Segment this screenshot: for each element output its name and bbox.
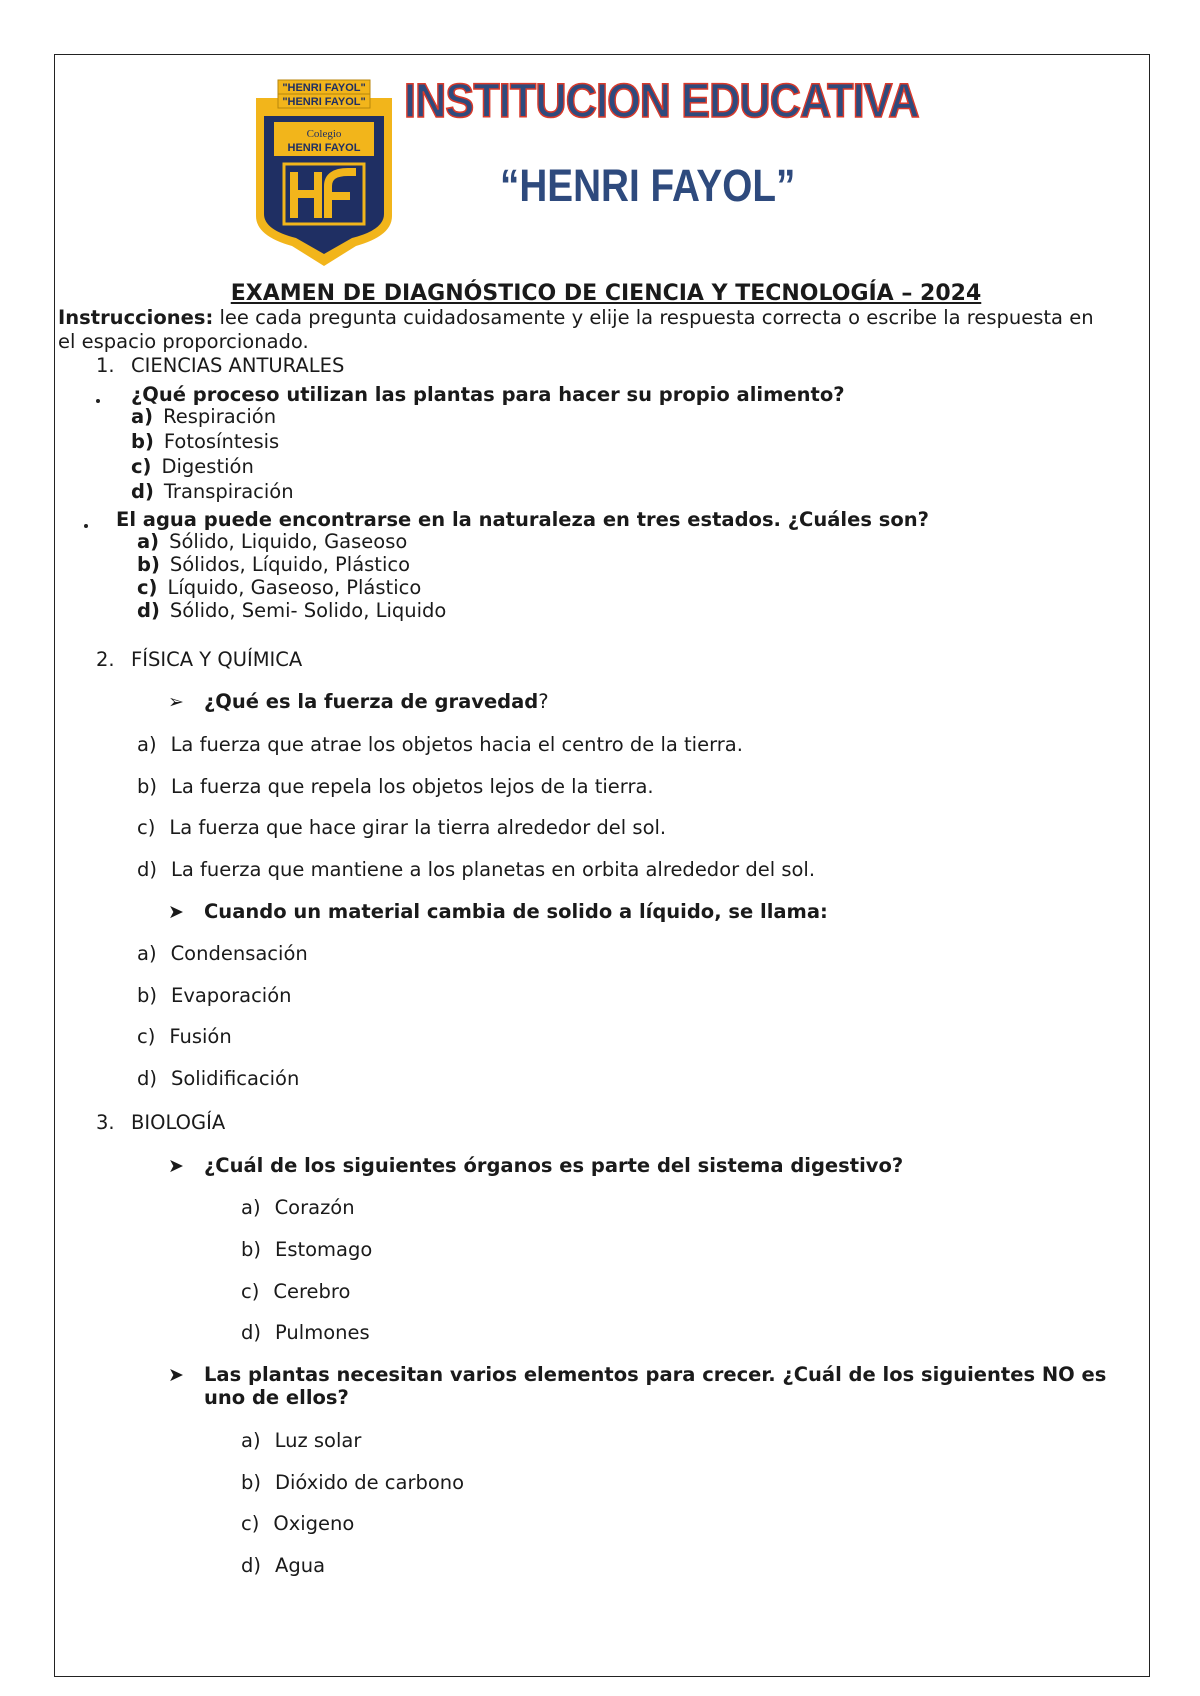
option-1-1-b — [131, 430, 279, 454]
instructions-line2: el espacio proporcionado. — [58, 330, 309, 353]
school-crest-logo — [252, 76, 396, 268]
section-3-number: 3. — [96, 1111, 115, 1134]
option-text: Agua — [275, 1554, 326, 1577]
option-text: La fuerza que hace girar la tierra alrededor del sol. — [169, 816, 667, 839]
option-letter: d) — [241, 1321, 261, 1344]
option-2-1-c — [137, 816, 666, 840]
option-text: Oxigeno — [273, 1512, 355, 1535]
question-suffix: ? — [538, 690, 549, 713]
arrow-bullet-icon: ➤ — [168, 901, 184, 923]
option-text: La fuerza que repela los objetos lejos de la tierra. — [171, 775, 654, 798]
question-2-2: Cuando un material cambia de solido a líquido, se llama: — [204, 900, 828, 923]
option-text: Fusión — [169, 1025, 232, 1048]
option-letter: b) — [241, 1238, 261, 1261]
option-letter: c) — [131, 455, 152, 478]
option-2-2-b — [137, 984, 292, 1008]
option-1-2-b — [137, 553, 410, 577]
arrow-bullet-icon: ➤ — [168, 1155, 184, 1177]
option-letter: a) — [241, 1429, 261, 1452]
question-2-1 — [204, 690, 549, 714]
section-1-title: CIENCIAS ANTURALES — [131, 354, 345, 377]
option-text: Sólidos, Líquido, Plástico — [169, 553, 411, 576]
option-3-1-b — [241, 1238, 372, 1262]
option-2-2-a — [137, 942, 308, 966]
option-letter: b) — [137, 775, 157, 798]
option-text: Evaporación — [171, 984, 292, 1007]
instructions-text: lee cada pregunta cuidadosamente y elije la respuesta correcta o escribe la respuesta en — [213, 306, 1094, 329]
option-letter: b) — [137, 553, 160, 576]
option-text: Pulmones — [275, 1321, 370, 1344]
svg-text:Colegio: Colegio — [306, 128, 342, 140]
option-2-1-a — [137, 733, 743, 757]
option-letter: b) — [241, 1471, 261, 1494]
option-letter: a) — [137, 942, 157, 965]
option-text: Sólido, Semi- Solido, Liquido — [169, 599, 447, 622]
svg-text:"HENRI FAYOL": "HENRI FAYOL" — [282, 82, 366, 94]
option-text: Respiración — [163, 405, 277, 428]
option-letter: d) — [137, 1067, 157, 1090]
option-2-1-b — [137, 775, 654, 799]
option-3-1-a — [241, 1196, 355, 1220]
option-text: Transpiración — [163, 480, 294, 503]
question-3-2-line2: uno de ellos? — [204, 1386, 349, 1409]
option-3-1-d — [241, 1321, 370, 1345]
option-text: Solidificación — [171, 1067, 300, 1090]
option-letter: d) — [137, 599, 160, 622]
option-letter: a) — [137, 530, 160, 553]
question-text: ¿Qué es la fuerza de gravedad — [204, 690, 539, 713]
section-2-title: FÍSICA Y QUÍMICA — [131, 648, 303, 671]
option-letter: b) — [137, 984, 157, 1007]
option-1-2-c — [137, 576, 421, 600]
option-text: Digestión — [161, 455, 254, 478]
option-letter: a) — [137, 733, 157, 756]
option-text: Líquido, Gaseoso, Plástico — [167, 576, 422, 599]
option-letter: a) — [241, 1196, 261, 1219]
option-3-2-a — [241, 1429, 361, 1453]
question-3-1: ¿Cuál de los siguientes órganos es parte del sistema digestivo? — [204, 1154, 904, 1177]
question-1-2: El agua puede encontrarse en la naturaleza en tres estados. ¿Cuáles son? — [116, 508, 929, 531]
arrow-bullet-icon: ➢ — [168, 691, 184, 713]
option-letter: c) — [137, 816, 156, 839]
option-letter: c) — [241, 1280, 260, 1303]
option-text: Corazón — [274, 1196, 355, 1219]
option-3-2-d — [241, 1554, 325, 1578]
option-letter: d) — [131, 480, 154, 503]
svg-text:HENRI FAYOL: HENRI FAYOL — [287, 142, 361, 154]
svg-text:"HENRI FAYOL": "HENRI FAYOL" — [282, 96, 366, 108]
option-1-1-a — [131, 405, 276, 429]
option-1-1-d — [131, 480, 294, 504]
option-letter: d) — [137, 858, 157, 881]
bullet-icon — [96, 399, 100, 403]
option-letter: c) — [241, 1512, 260, 1535]
option-text: Fotosíntesis — [163, 430, 280, 453]
option-1-2-d — [137, 599, 446, 623]
exam-title: EXAMEN DE DIAGNÓSTICO DE CIENCIA Y TECNOLOGÍA – 2024 — [230, 281, 982, 306]
option-3-1-c — [241, 1280, 350, 1304]
instructions-line1 — [58, 306, 1094, 330]
option-letter: d) — [241, 1554, 261, 1577]
question-1-1: ¿Qué proceso utilizan las plantas para hacer su propio alimento? — [131, 383, 845, 406]
institution-name-line2: “HENRI FAYOL” — [500, 160, 796, 211]
section-2-number: 2. — [96, 648, 115, 671]
option-text: Cerebro — [273, 1280, 351, 1303]
option-text: Dióxido de carbono — [275, 1471, 465, 1494]
option-text: La fuerza que atrae los objetos hacia el centro de la tierra. — [170, 733, 743, 756]
instructions-label: Instrucciones: — [58, 306, 214, 329]
section-3-title: BIOLOGÍA — [131, 1111, 226, 1134]
option-2-2-c — [137, 1025, 232, 1049]
option-letter: a) — [131, 405, 154, 428]
option-text: Sólido, Liquido, Gaseoso — [169, 530, 408, 553]
option-letter: c) — [137, 576, 158, 599]
option-1-1-c — [131, 455, 254, 479]
option-3-2-b — [241, 1471, 464, 1495]
option-text: Condensación — [170, 942, 308, 965]
bullet-icon — [84, 524, 88, 528]
section-1-number: 1. — [96, 354, 115, 377]
option-3-2-c — [241, 1512, 354, 1536]
option-2-2-d — [137, 1067, 299, 1091]
option-1-2-a — [137, 530, 407, 554]
question-3-2-line1: Las plantas necesitan varios elementos para crecer. ¿Cuál de los siguientes NO es — [204, 1363, 1107, 1386]
institution-name-line1: INSTITUCION EDUCATIVA — [404, 75, 919, 128]
option-letter: c) — [137, 1025, 156, 1048]
arrow-bullet-icon: ➤ — [168, 1364, 184, 1386]
option-2-1-d — [137, 858, 815, 882]
option-letter: b) — [131, 430, 154, 453]
option-text: Luz solar — [274, 1429, 362, 1452]
option-text: La fuerza que mantiene a los planetas en orbita alrededor del sol. — [171, 858, 816, 881]
option-text: Estomago — [275, 1238, 373, 1261]
